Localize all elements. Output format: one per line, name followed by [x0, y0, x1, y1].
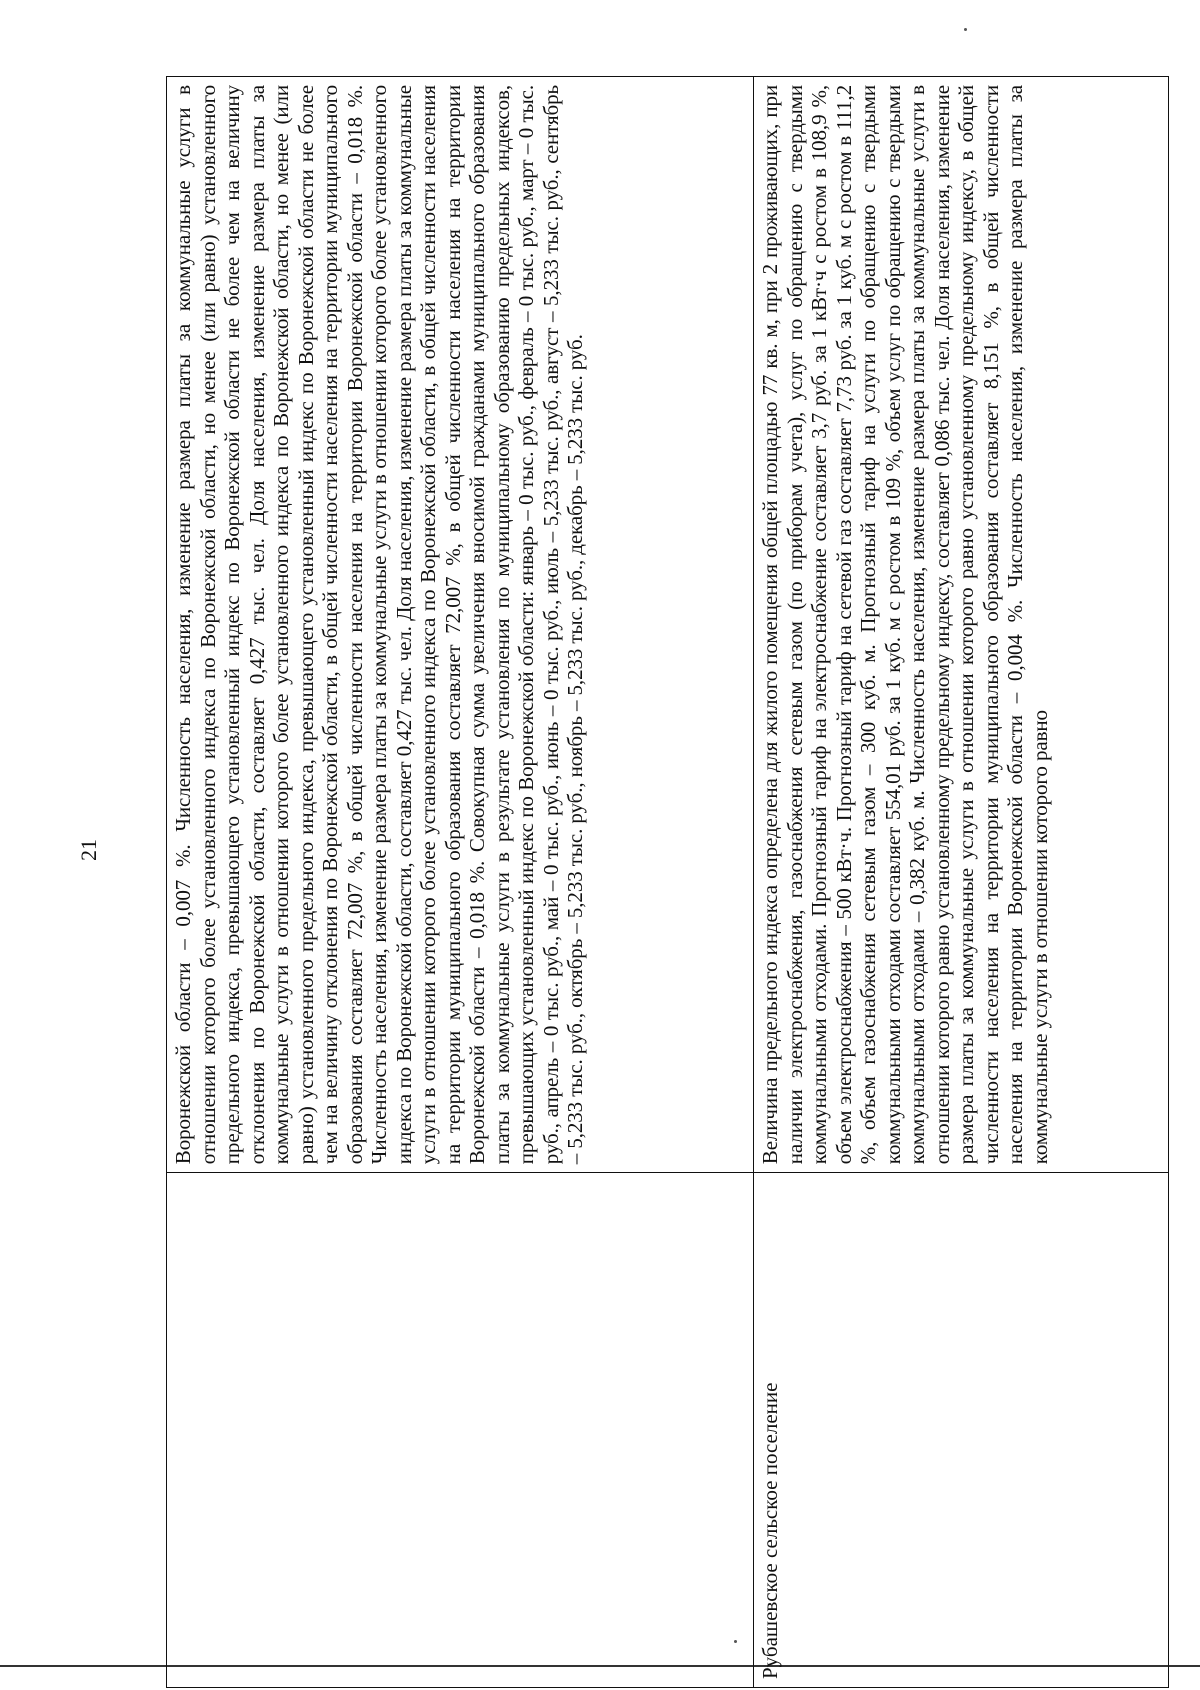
settlement-name-cell [167, 1173, 754, 1688]
table-row [167, 77, 754, 1688]
description-text: Величина предельного индекса определена для жилого помещения общей площадью 77 кв. м, при 2 проживающих, при наличии электроснабжения, газоснабжения сетевым газом (по приборам учета), услуг по обращению с твердыми коммунальными отходами. Прогнозный тариф на электроснабжение составляет 3,7 руб. за 1 кВт·ч с ростом в 108,9 %, объем электроснабжения – 500 кВт·ч. Прогнозный тариф на сетевой газ составляет 7,73 руб. за 1 куб. м с ростом в 111,2 %, объем газоснабжения сетевым газом – 300 куб. м. Прогнозный тариф на услуги по обращению с твердыми коммунальными отходами составляет 554,01 руб. за 1 куб. м с ростом в 109 %, объем услуг по обращению с твердыми коммунальными отходами – 0,382 куб. м. Численность населения, изменение размера платы за коммунальные услуги в отношении которого равно установленному предельному индексу, составляет 0,086 тыс. чел. Доля населения, изменение размера платы за коммунальные услуги в отношении которого равно установленному предельному индексу, в общей численности населения на территории муниципального образования составляет 8,151 %, в общей численности населения на территории Воронежской области – 0,004 %. Численность населения, изменение размера платы за коммунальные услуги в отношении которого равно [758, 85, 1052, 1165]
description-cell [754, 77, 1169, 1173]
description-text: Воронежской области – 0,007 %. Численность населения, изменение размера платы за коммунальные услуги в отношении которого более установленного индекса по Воронежской области, но менее (или равно) установленного предельного индекса, превышающего установленный индекс по Воронежской области не более чем на величину отклонения по Воронежской области, составляет 0,427 тыс. чел. Доля населения, изменение размера платы за коммунальные услуги в отношении которого более установленного индекса по Воронежской области, но менее (или равно) установленного предельного индекса, превышающего установленный индекс по Воронежской области не более чем на величину отклонения по Воронежской области, в общей численности населения на территории муниципального образования составляет 72,007 %, в общей численности населения на территории Воронежской области – 0,018 %. Численность населения, изменение размера платы за коммунальные услуги в отношении которого более установленного индекса по Воронежской области, составляет 0,427 тыс. чел. Доля населения, изменение размера платы за коммунальные услуги в отношении которого более установленного индекса по Воронежской области, в общей численности населения на территории муниципального образования составляет 72,007 %, в общей численности населения на территории Воронежской области – 0,018 %. Совокупная сумма увеличения вносимой гражданами муниципального образования платы за коммунальные услуги в результате установления по муниципальному образованию предельных индексов, превышающих установленный индекс по Воронежской области: январь – 0 тыс. руб., февраль – 0 тыс. руб., март – 0 тыс. руб., апрель – 0 тыс. руб., май – 0 тыс. руб., июнь – 0 тыс. руб., июль – 5,233 тыс. руб., август – 5,233 тыс. руб., сентябрь – 5,233 тыс. руб., октябрь – 5,233 тыс. руб., ноябрь – 5,233 тыс. руб., декабрь – 5,233 тыс. руб. [171, 85, 587, 1165]
page-number: 21 [76, 839, 101, 861]
settlement-name-cell [754, 1173, 1169, 1688]
table-row [754, 77, 1169, 1688]
tariff-table [166, 76, 1169, 1688]
description-cell [167, 77, 754, 1173]
settlement-name: Рубашевское сельское поселение [758, 1382, 782, 1679]
